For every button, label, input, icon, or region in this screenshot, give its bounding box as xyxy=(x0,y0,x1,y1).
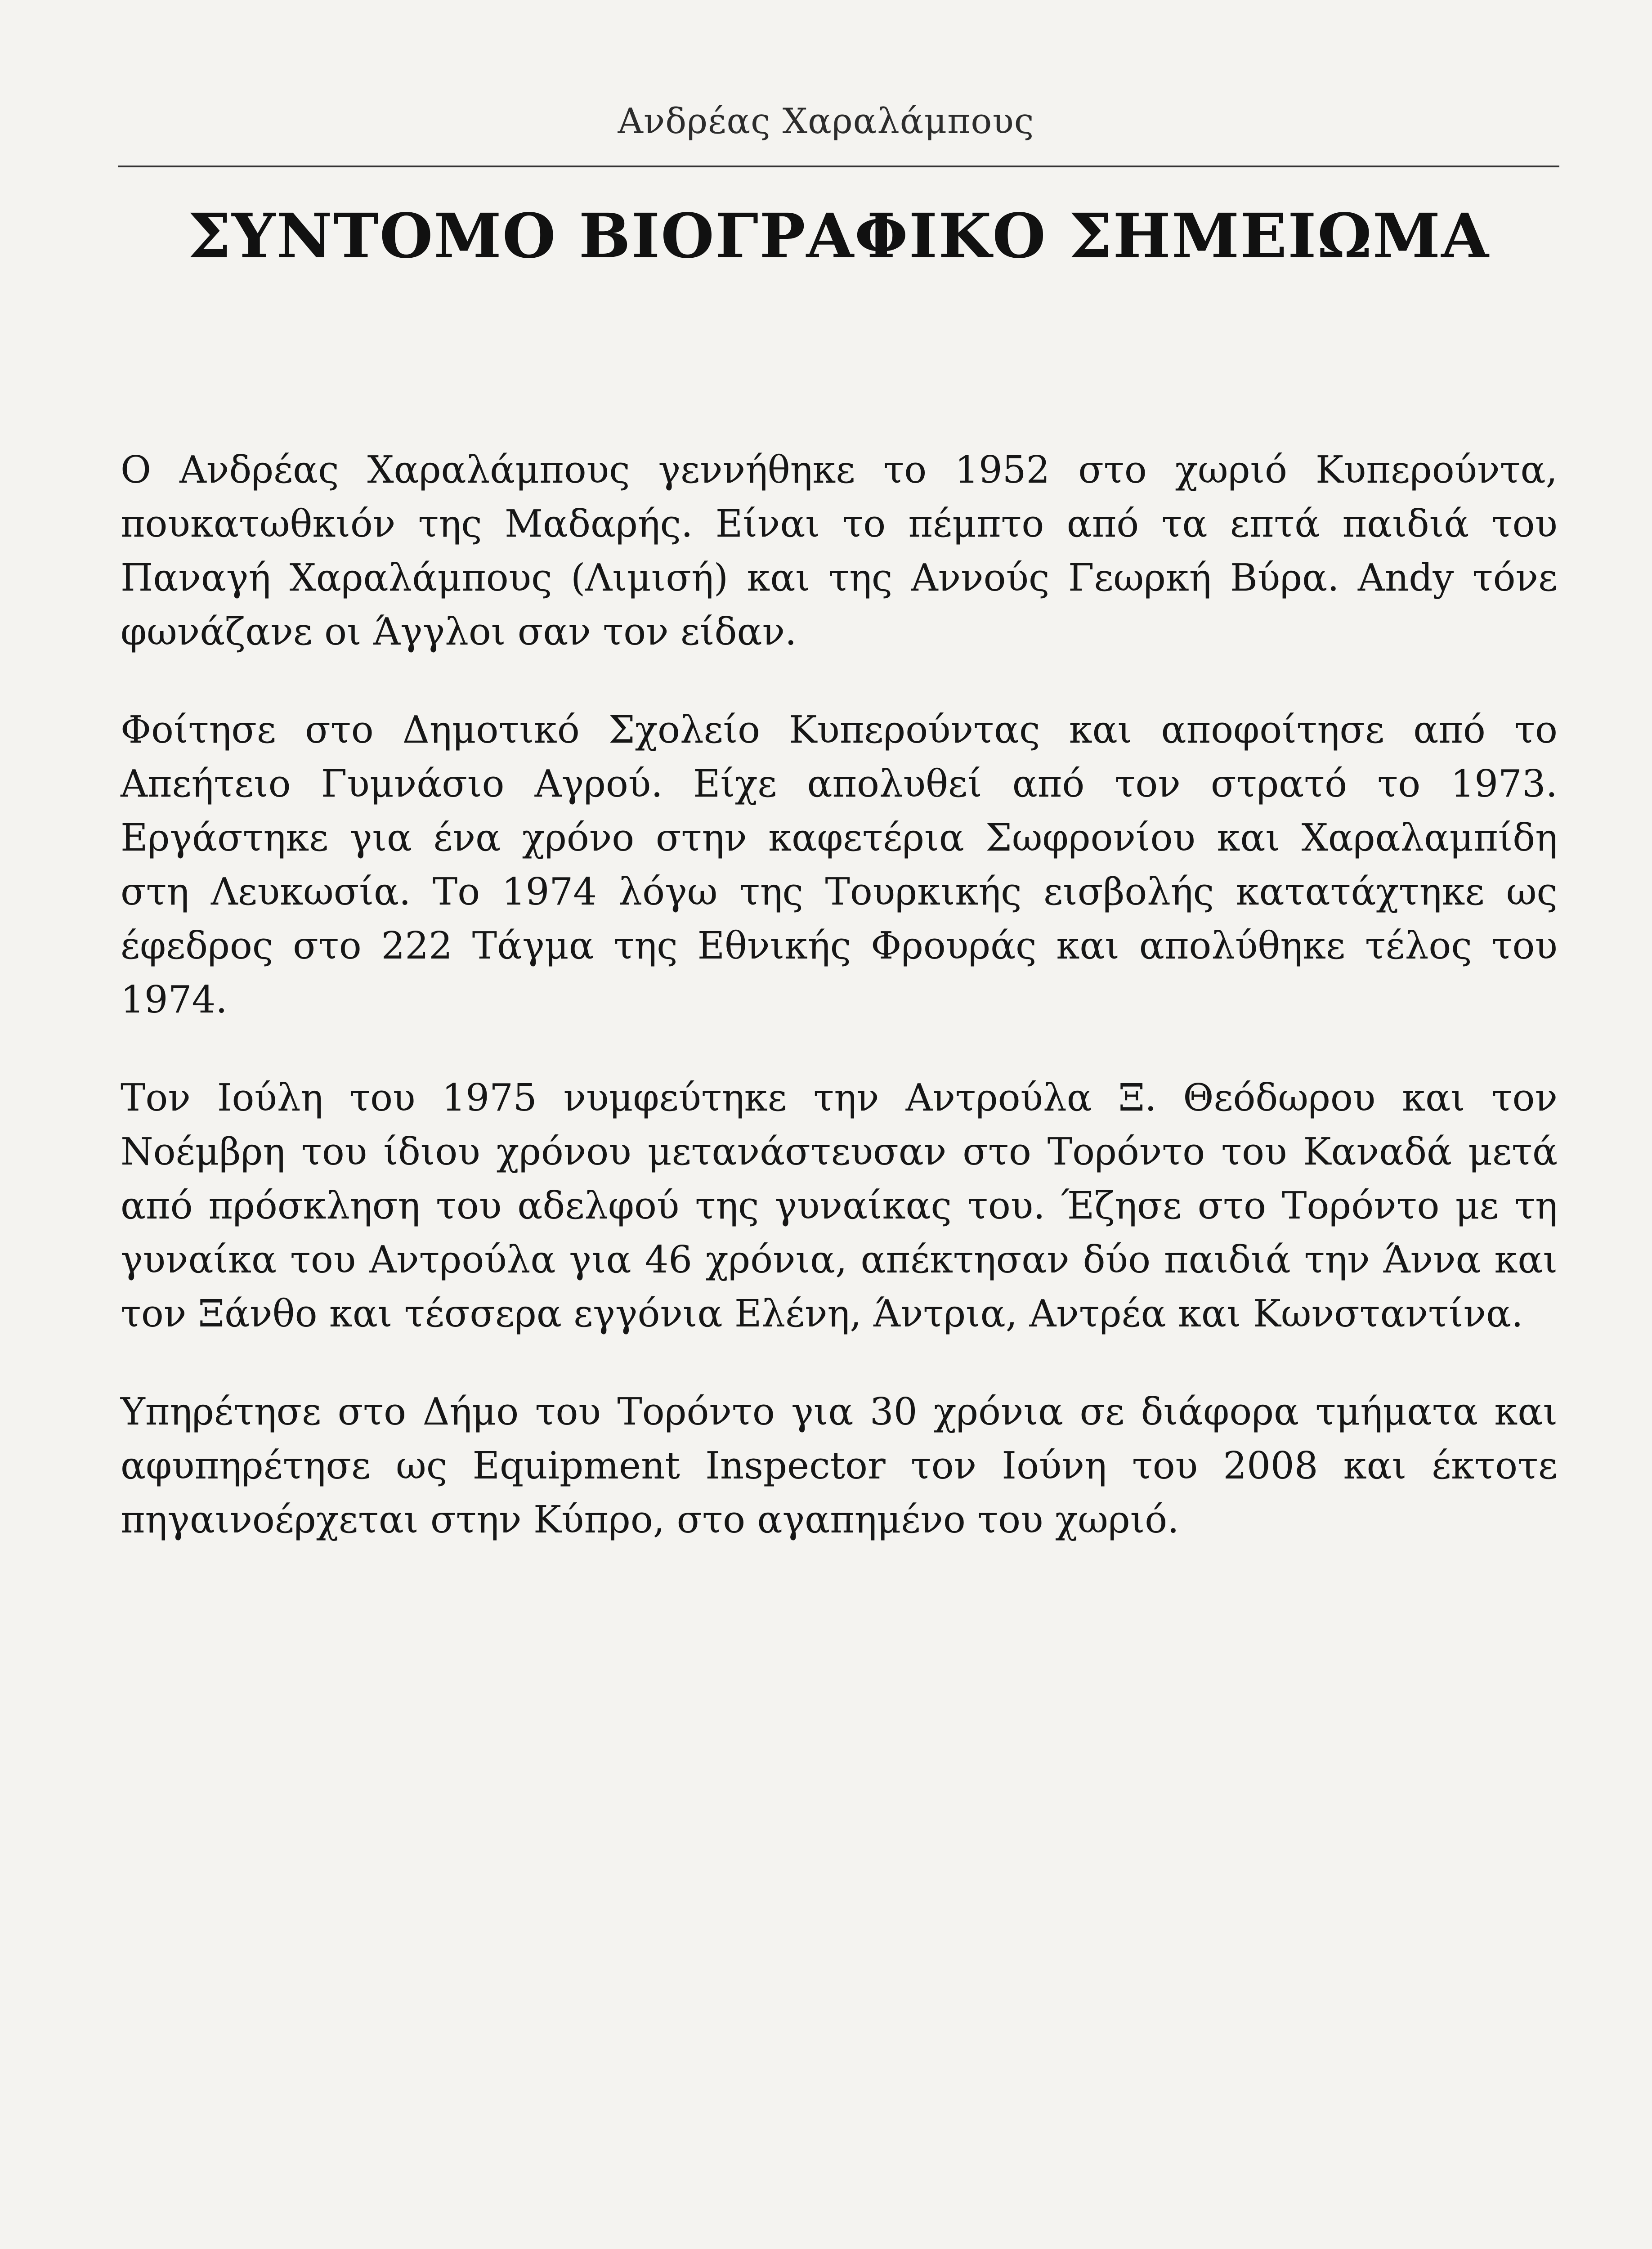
header-rule xyxy=(118,166,1559,167)
page-title: ΣΥΝΤΟΜΟ ΒΙΟΓΡΑΦΙΚΟ ΣΗΜΕΙΩΜΑ xyxy=(188,200,1490,272)
paragraph-education: Φοίτησε στο Δημοτικό Σχολείο Κυπερούντας και αποφοίτησε από το Απεήτειο Γυμνάσιο Αγρού. Είχε απολυθεί από τον στρατό το 1973. Εργάστηκε για ένα χρόνο στην καφετέρια Σωφρονίου και Χαραλαμπίδη στη Λευκωσία. Το 1974 λόγω της Τουρκικής εισβολής κατατάχτηκε ως έφεδρος στο 222 Τάγμα της Εθνικής Φρουράς και απολύθηκε τέλος του 1974. xyxy=(121,708,1558,1021)
running-head: Ανδρέας Χαραλάμπους xyxy=(618,101,1034,142)
biography-body xyxy=(121,443,1558,1591)
paragraph-family: Τον Ιούλη του 1975 νυμφεύτηκε την Αντρούλα Ξ. Θεόδωρου και τον Νοέμβρη του ίδιου χρόνου μετανάστευσαν στο Τορόντο του Καναδά μετά από πρόσκληση του αδελφού της γυναίκας του. Έζησε στο Τορόντο με τη γυναίκα του Αντρούλα για 46 χρόνια, απέκτησαν δύο παιδιά την Άννα και τον Ξάνθο και τέσσερα εγγόνια Ελένη, Άντρια, Αντρέα και Κωνσταντίνα. xyxy=(121,1076,1558,1335)
paragraph-birth: Ο Ανδρέας Χαραλάμπους γεννήθηκε το 1952 στο χωριό Κυπερούντα, πουκατωθκιόν της Μαδαρής. Είναι το πέμπτο από τα επτά παιδιά του Παναγή Χαραλάμπους (Λιμισή) και της Αννούς Γεωρκή Βύρα. Andy τόνε φωνάζανε οι Άγγλοι σαν τον είδαν. xyxy=(121,448,1558,654)
paragraph-career: Υπηρέτησε στο Δήμο του Τορόντο για 30 χρόνια σε διάφορα τμήματα και αφυπηρέτησε ως Equipment Inspector τον Ιούνη του 2008 και έκτοτε πηγαινοέρχεται στην Κύπρο, στο αγαπημένο του χωριό. xyxy=(121,1390,1558,1541)
